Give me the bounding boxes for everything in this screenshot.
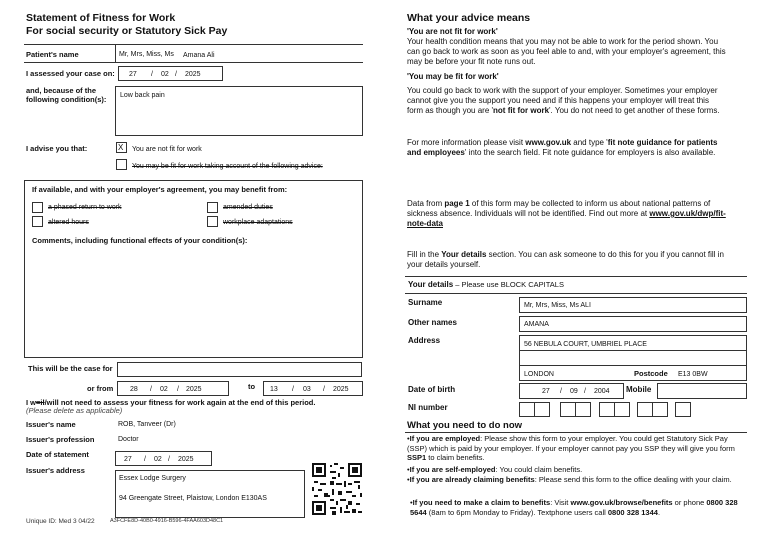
fill-in-text: Fill in the Your details section. You can ask someone to do this for you if you cannot fill in your details yourself. (407, 250, 724, 269)
issuer-profession-label: Issuer's profession (26, 435, 95, 444)
issuer-name-value: ROB, Tanveer (Dr) (118, 421, 176, 428)
form-title: Statement of Fitness for Work (26, 12, 176, 24)
mobile-field[interactable] (657, 383, 747, 399)
todo-make-claim: •If you need to make a claim to benefits: Visit www.gov.uk/browse/benefits or phone 0800 328 5644 (8am to 6pm Monday to Friday). Textphone users call 0800 328 1344. (410, 498, 738, 517)
postcode-value: E13 0BW (678, 371, 708, 378)
other-names-label: Other names (408, 318, 457, 327)
not-fit-checkbox[interactable]: X (116, 142, 127, 153)
delete-note: (Please delete as applicable) (26, 406, 123, 415)
patient-name-value: Amana Ali (183, 52, 215, 59)
condition-label: and, because of the following condition(s): (26, 86, 107, 104)
other-names-field[interactable]: AMANA (519, 316, 747, 332)
address-line2-field[interactable] (519, 350, 747, 366)
assessed-label: I assessed your case on: (26, 69, 115, 78)
patient-name-label: Patient's name (26, 50, 79, 59)
form-subtitle: For social security or Statutory Sick Pay (26, 25, 228, 37)
may-be-fit-option-label: You may be fit for work taking account of the following advice: (132, 163, 323, 170)
patient-title-options: Mr, Mrs, Miss, Ms (119, 51, 174, 58)
not-fit-heading: 'You are not fit for work' (407, 27, 498, 36)
to-label: to (248, 382, 256, 391)
todo-self-employed: •If you are self-employed: You could claim benefits. (407, 465, 583, 474)
to-date-field[interactable]: 13 / 03 / 2025 (263, 381, 363, 396)
gov-uk-link[interactable]: www.gov.uk (525, 138, 572, 147)
case-for-label: This will be the case for (28, 364, 113, 373)
statement-date-field[interactable]: 27 / 02 / 2025 (115, 451, 212, 466)
postcode-label: Postcode (634, 369, 668, 378)
address-line3-field[interactable]: LONDON Postcode E13 0BW (519, 365, 747, 381)
case-for-field[interactable] (117, 362, 362, 377)
surname-field[interactable]: Mr, Mrs, Miss, Ms ALI (519, 297, 747, 313)
todo-claiming: •If you are already claiming benefits: Please send this form to the office dealing with your claim. (407, 475, 732, 484)
dob-label: Date of birth (408, 385, 456, 394)
issuer-address-label: Issuer's address (26, 466, 85, 475)
phased-return-label: a phased return to work (48, 204, 122, 211)
ni-number-label: NI number (408, 403, 448, 412)
advice-heading: What your advice means (407, 12, 531, 24)
may-fit-heading: 'You may be fit for work' (407, 72, 499, 81)
qr-code-icon (312, 463, 362, 515)
your-details-heading: Your details – Please use BLOCK CAPITALS (408, 280, 564, 289)
fit-note-data-link[interactable]: www.gov.uk/dwp/fit-note-data (407, 209, 726, 228)
data-usage-text: Data from page 1 of this form may be collected to inform us about national patterns of sickness absence. Individuals will not be identified. Find out more at www.gov.uk/dwp/fit-note-data (407, 199, 726, 228)
issuer-profession-value: Doctor (118, 436, 139, 443)
altered-hours-label: altered hours (48, 219, 89, 226)
dob-field[interactable]: 27 / 09 / 2004 (519, 383, 624, 399)
workplace-adaptations-checkbox[interactable] (207, 216, 218, 227)
condition-field[interactable] (115, 86, 363, 136)
benefits-link[interactable]: www.gov.uk/browse/benefits (570, 498, 673, 507)
todo-heading: What you need to do now (407, 420, 523, 431)
todo-employed: •If you are employed: Please show this form to your employer. You could get Statutory Sick Pay (SSP) which is paid by your employer. If your employer cannot pay you SSP they will give you form SSP1 to claim benefits. (407, 434, 735, 462)
surname-label: Surname (408, 298, 443, 307)
amended-duties-label: amended duties (223, 204, 273, 211)
reassess-statement: I w=il/will not need to assess your fitness for work again at the end of this period. (26, 398, 316, 407)
phased-return-checkbox[interactable] (32, 202, 43, 213)
benefit-heading: If available, and with your employer's agreement, you may benefit from: (32, 185, 288, 194)
unique-id-label: Unique ID: Med 3 04/22 (26, 518, 95, 525)
comments-label: Comments, including functional effects of your condition(s): (32, 236, 248, 245)
address-label: Address (408, 336, 441, 345)
more-info-text: For more information please visit www.gov.uk and type 'fit note guidance for patients and employees' into the search field. Fit note guidance for employers is also available. (407, 138, 718, 157)
workplace-adaptations-label: workplace adaptations (223, 219, 293, 226)
statement-date-label: Date of statement (26, 450, 89, 459)
condition-value: Low back pain (120, 92, 165, 99)
from-date-field[interactable]: 28 / 02 / 2025 (117, 381, 229, 396)
mobile-label: Mobile (626, 385, 652, 394)
not-fit-option-label: You are not fit for work (132, 146, 202, 153)
assessed-date-field[interactable]: 27 / 02 / 2025 (118, 66, 223, 81)
amended-duties-checkbox[interactable] (207, 202, 218, 213)
altered-hours-checkbox[interactable] (32, 216, 43, 227)
not-fit-text: Your health condition means that you may not be able to work for the period shown. You can go back to work as soon as you feel able to and, with your employer's agreement, this may be before your fit note runs out. (407, 37, 726, 66)
or-from-label: or from (87, 384, 114, 393)
may-fit-text: You could go back to work with the support of your employer. Sometimes your employer cannot give you the support you need and if this happens your employer will treat this form as though you are 'not fit for work'. You do not need to get another of these forms. (407, 86, 720, 115)
issuer-address-field: Essex Lodge Surgery 94 Greengate Street, Plaistow, London E130AS (115, 470, 305, 518)
unique-id-value: A3FCFE8D-40B0-4916-B596-4FAA603D48C1 (110, 518, 224, 524)
issuer-name-label: Issuer's name (26, 420, 76, 429)
may-be-fit-checkbox[interactable] (116, 159, 127, 170)
address-line1-field[interactable]: 56 NEBULA COURT, UMBRIEL PLACE (519, 335, 747, 351)
advise-label: I advise you that: (26, 144, 88, 153)
